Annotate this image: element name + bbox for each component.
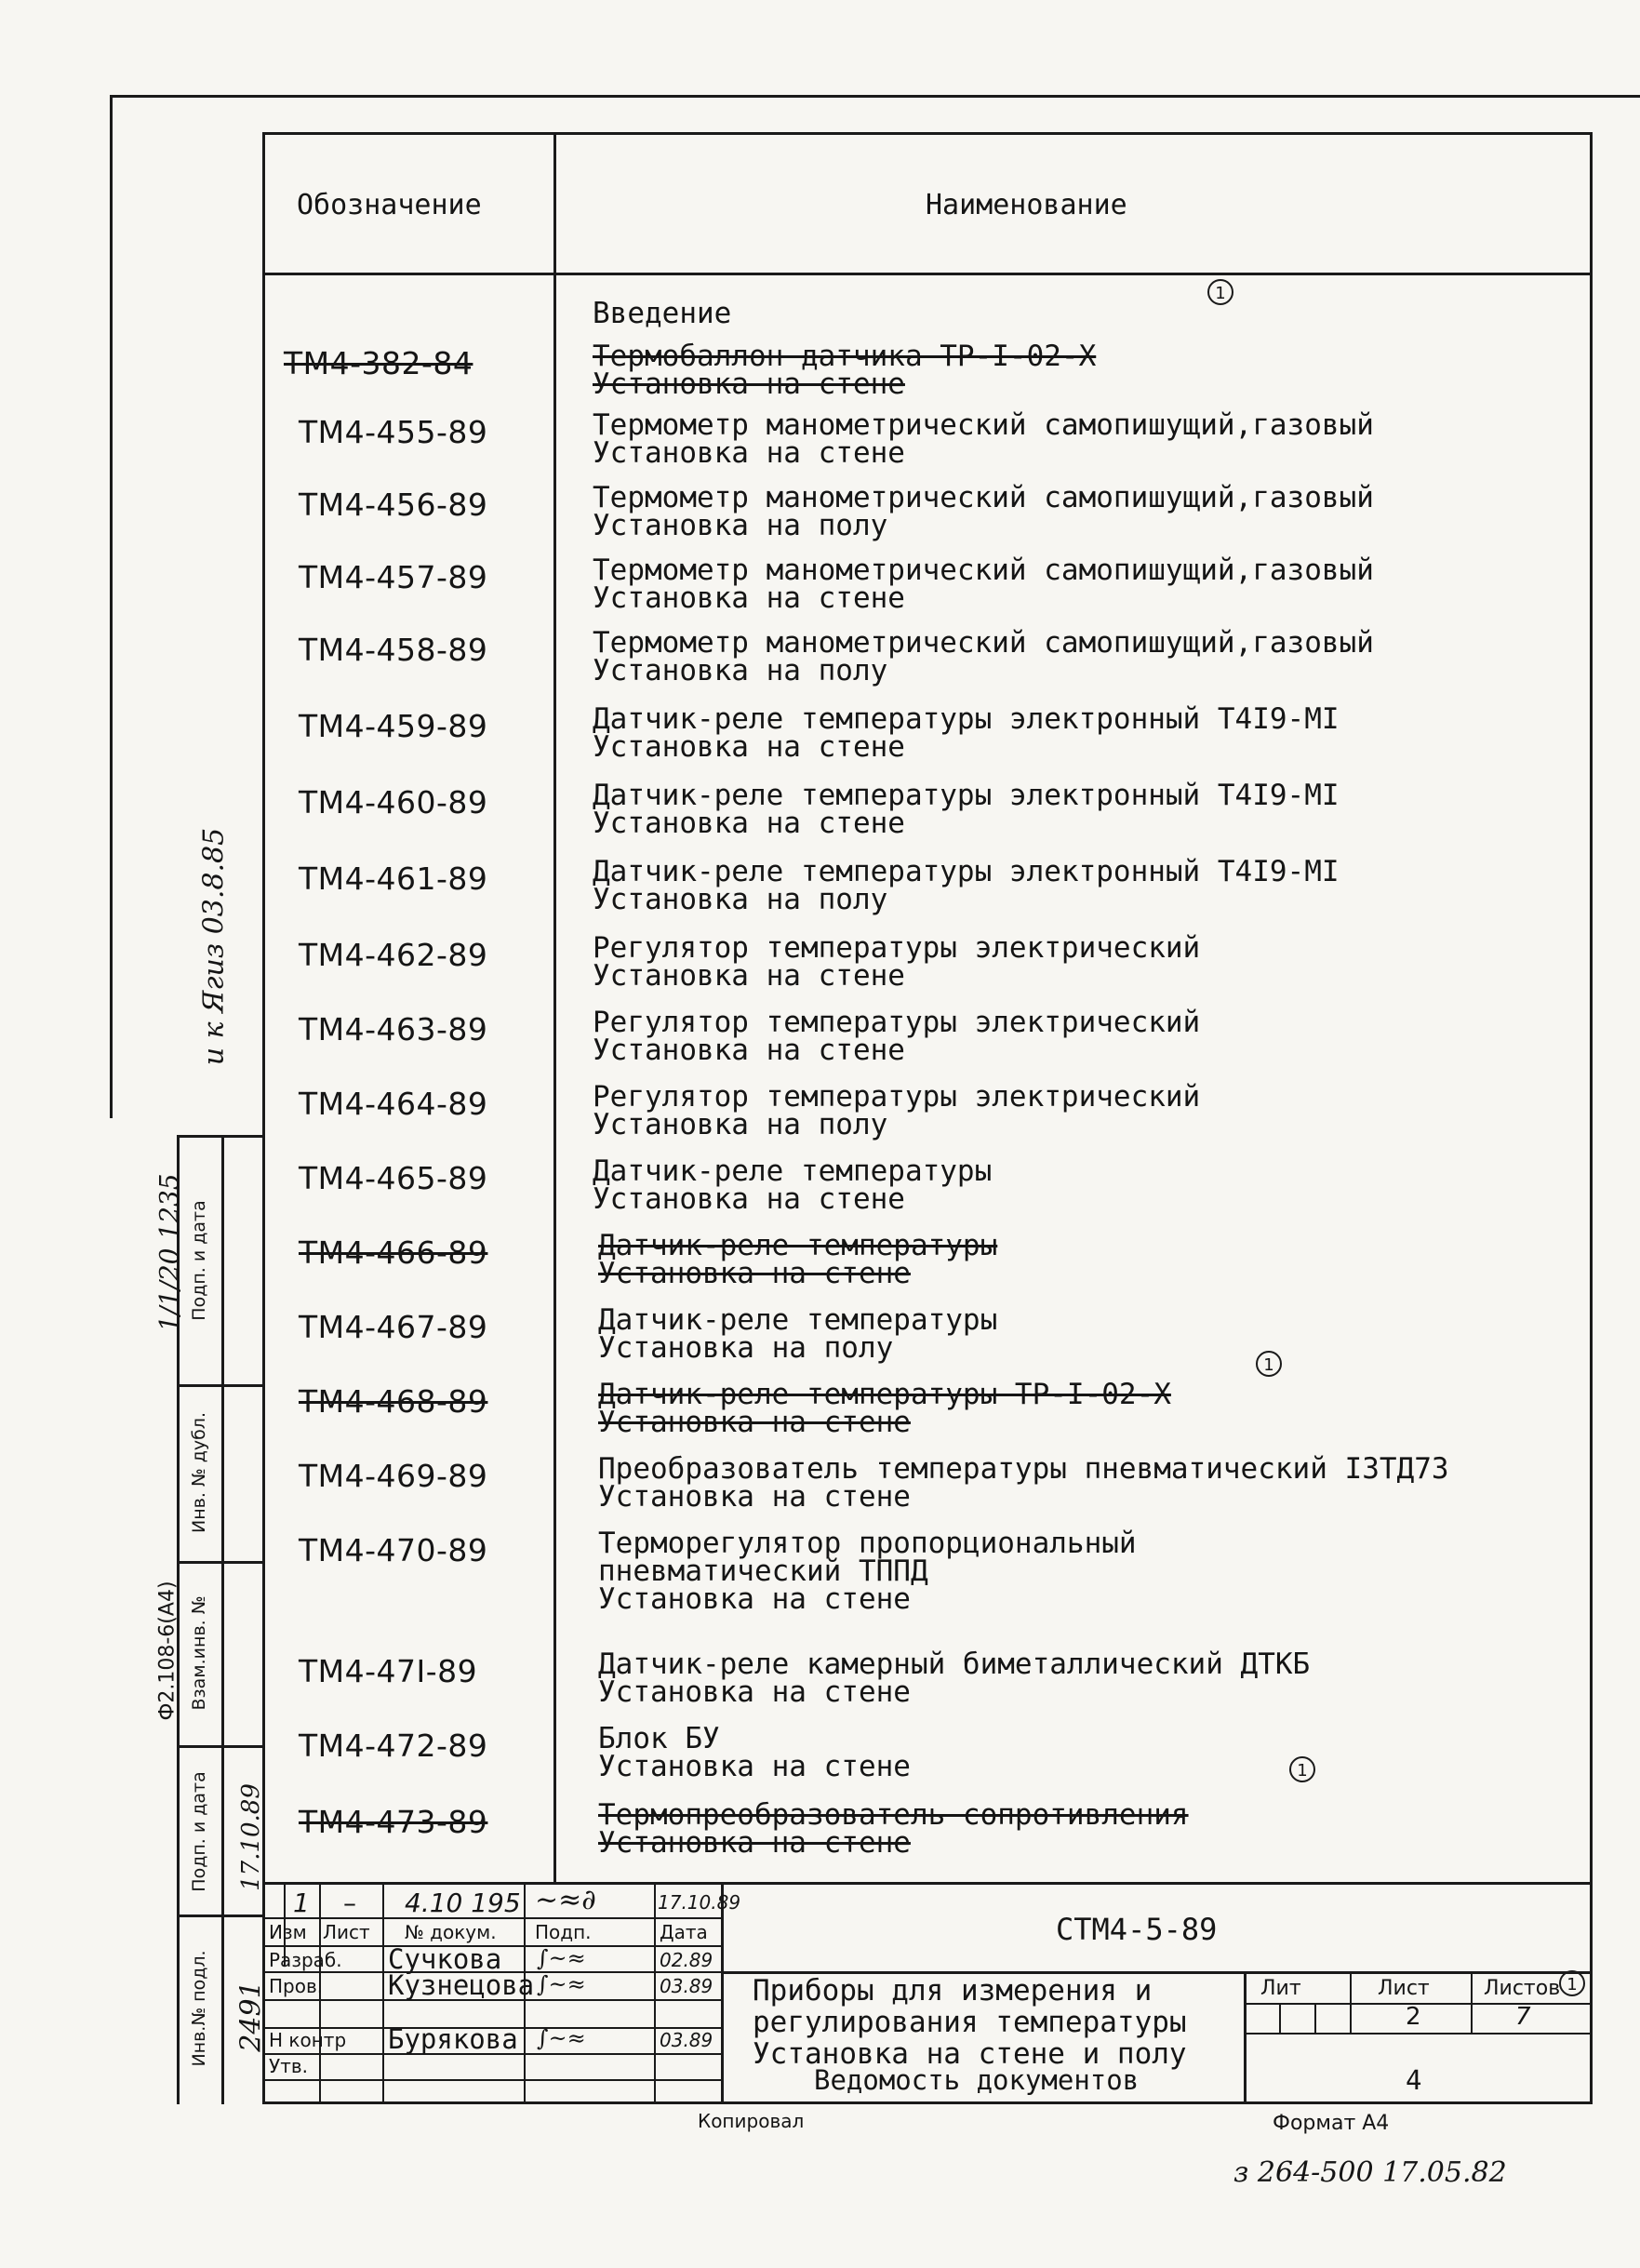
revision-date: 17.10.89 xyxy=(658,1891,741,1914)
frame-top-line xyxy=(110,95,1640,98)
document-name-line: Термометр манометрический самопишущий,газовый xyxy=(593,554,1374,587)
title-block-line xyxy=(1244,2033,1590,2035)
approval-date: 02.89 xyxy=(660,1949,713,1971)
revision-signature-icon: ~≈∂ xyxy=(535,1884,596,1916)
col-label-doc: № докум. xyxy=(405,1921,497,1943)
title-block-divider xyxy=(721,1882,724,2101)
side-strip-line xyxy=(177,1914,262,1917)
document-name-line: Регулятор температуры электрический xyxy=(593,1006,1201,1039)
approval-role: Н контр xyxy=(269,2029,347,2051)
side-strip-line xyxy=(177,1384,262,1387)
sheet-label: Лист xyxy=(1378,1977,1430,2000)
document-code-cell: ТМ4-473-89 xyxy=(299,1804,488,1840)
document-name-line: Датчик-реле температуры xyxy=(593,1154,993,1188)
document-name-line: Термопреобразователь сопротивления xyxy=(598,1798,1189,1832)
side-strip-line xyxy=(177,1561,262,1564)
document-code-cell: ТМ4-466-89 xyxy=(299,1234,488,1271)
document-code-cell: ТМ4-461-89 xyxy=(299,861,488,897)
revision-list: – xyxy=(343,1888,356,1918)
document-name-line: Установка на полу xyxy=(593,509,888,542)
approval-role: Разраб. xyxy=(269,1949,342,1971)
sheets-label: Листов xyxy=(1484,1977,1561,2000)
approval-role: Пров. xyxy=(269,1975,324,1997)
document-name-line: Датчик-реле температуры электронный Т4I9-МI xyxy=(593,855,1340,888)
document-name-line: Установка на полу xyxy=(593,1108,888,1141)
approval-date: 03.89 xyxy=(660,2029,713,2051)
document-name-line: Установка на стене xyxy=(593,730,905,764)
archive-stamp: з 264-500 17.05.82 xyxy=(1233,2156,1507,2189)
document-code-cell: ТМ4-463-89 xyxy=(299,1011,488,1047)
document-name-line: Установка на стене xyxy=(598,1675,911,1709)
title-block-divider xyxy=(1350,1971,1352,2033)
col-label-sign: Подп. xyxy=(535,1921,592,1943)
document-code-cell: ТМ4-382-84 xyxy=(284,345,473,381)
document-name-line: Введение xyxy=(593,297,732,330)
document-name-line: Датчик-реле температуры xyxy=(598,1303,998,1337)
change-mark-icon: 1 xyxy=(1256,1351,1282,1377)
title-block-divider xyxy=(1314,2003,1316,2033)
document-code-cell: ТМ4-464-89 xyxy=(299,1086,488,1122)
title-block-divider xyxy=(1471,1971,1473,2033)
handwritten-note: и к Ягиз 03.8.85 xyxy=(197,827,231,1066)
document-name-line: Установка на стене xyxy=(598,1257,911,1290)
document-name-line: Установка на стене xyxy=(593,807,905,840)
document-code-cell: ТМ4-468-89 xyxy=(299,1383,488,1420)
document-code-cell: ТМ4-467-89 xyxy=(299,1309,488,1345)
format-label: Формат А4 xyxy=(1273,2112,1390,2135)
document-code: СТМ4-5-89 xyxy=(1056,1912,1218,1947)
side-strip-line xyxy=(221,1135,224,2104)
document-code-cell: ТМ4-472-89 xyxy=(299,1728,488,1764)
side-strip-line xyxy=(177,1135,262,1138)
approval-name: Бурякова xyxy=(388,2023,518,2055)
approval-name: Кузнецова xyxy=(388,1969,535,2001)
document-name-line: Установка на полу xyxy=(593,654,888,687)
document-subtitle: Ведомость документов xyxy=(814,2064,1140,2096)
document-code-cell: ТМ4-470-89 xyxy=(299,1532,488,1568)
document-name-line: Терморегулятор пропорциональный xyxy=(598,1527,1137,1560)
document-name-line: Регулятор температуры электрический xyxy=(593,1080,1201,1114)
document-name-line: Термобаллон датчика ТР-I-02-Х xyxy=(593,340,1097,373)
change-mark-icon: 1 xyxy=(1559,1970,1585,1996)
document-name-line: Установка на стене xyxy=(598,1750,911,1783)
document-code-cell: ТМ4-456-89 xyxy=(299,487,488,523)
header-divider xyxy=(265,273,1590,275)
document-code-cell: ТМ4-460-89 xyxy=(299,784,488,820)
side-stamp-strip xyxy=(177,1135,268,2104)
document-name-line: Установка на полу xyxy=(598,1331,894,1365)
title-block-divider xyxy=(382,1882,384,2101)
document-title: Приборы для измерения и регулирования температуры Установка на стене и полу xyxy=(753,1974,1187,2071)
document-name-line: Установка на стене xyxy=(593,1182,905,1216)
document-code-cell: ТМ4-462-89 xyxy=(299,937,488,973)
document-name-line: Установка на стене xyxy=(593,436,905,470)
approval-date: 03.89 xyxy=(660,1975,713,1997)
frame-left-line xyxy=(110,95,113,1118)
title-block-top-line xyxy=(265,1882,1590,1885)
copied-label: Копировал xyxy=(698,2110,805,2132)
document-name-line: Термометр манометрический самопишущий,газовый xyxy=(593,481,1374,514)
document-name-line: Термометр манометрический самопишущий,газовый xyxy=(593,408,1374,442)
title-block-divider xyxy=(654,1882,656,2101)
form-code: Ф2.108-6(А4) xyxy=(155,1581,180,1721)
document-code-cell: ТМ4-458-89 xyxy=(299,632,488,668)
side-label-inv-duplicate: Инв. № дубл. xyxy=(189,1412,209,1533)
document-name-line: Преобразователь температуры пневматический I3ТД73 xyxy=(598,1452,1449,1486)
document-table xyxy=(262,132,1593,2104)
document-name-line: Установка на стене xyxy=(593,367,905,401)
side-strip-line xyxy=(177,1745,262,1748)
col-label-list: Лист xyxy=(323,1921,370,1943)
document-name-line: Блок БУ xyxy=(598,1722,720,1755)
document-name-line: Датчик-реле температуры электронный Т4I9-МI xyxy=(593,702,1340,736)
revision-izm: 1 xyxy=(293,1888,310,1918)
column-header-designation: Обозначение xyxy=(297,189,482,221)
sign-date-bottom: 17.10.89 xyxy=(237,1783,265,1891)
document-name-line: Регулятор температуры электрический xyxy=(593,931,1201,965)
change-mark-icon: 1 xyxy=(1207,279,1233,305)
document-name-line: Установка на стене xyxy=(593,959,905,993)
document-name-line: Датчик-реле температуры ТР-I-02-Х xyxy=(598,1378,1171,1411)
inv-number: 2491 xyxy=(234,1981,268,2052)
lit-label: Лит xyxy=(1260,1977,1301,2000)
approval-name: Сучкова xyxy=(388,1943,502,1975)
title-block-line xyxy=(265,2079,721,2081)
document-code-cell: ТМ4-47I-89 xyxy=(299,1653,478,1689)
col-label-izm: Изм xyxy=(269,1921,307,1943)
document-name-line: Датчик-реле температуры xyxy=(598,1229,998,1262)
title-block-divider xyxy=(1244,1971,1247,2101)
sign-date-top: 1/1/20 1235 xyxy=(153,1173,185,1332)
signature-icon: ∫~≈ xyxy=(537,1971,586,1997)
sheets-total: 7 xyxy=(1515,2003,1531,2031)
document-name-line: Установка на стене xyxy=(598,1406,911,1439)
title-block-divider xyxy=(1279,2003,1281,2033)
sheet-number: 2 xyxy=(1406,2003,1421,2031)
column-header-name: Наименование xyxy=(926,189,1127,221)
document-code-cell: ТМ4-455-89 xyxy=(299,414,488,450)
document-name-line: Датчик-реле температуры электронный Т4I9-МI xyxy=(593,779,1340,812)
document-name-line: Установка на полу xyxy=(593,883,888,916)
change-mark-icon: 1 xyxy=(1289,1756,1315,1782)
document-name-line: Датчик-реле камерный биметаллический ДТКБ xyxy=(598,1648,1311,1681)
column-divider xyxy=(553,135,556,1882)
signature-icon: ∫~≈ xyxy=(537,1945,586,1971)
revision-doc-number: 4.10 195 xyxy=(405,1888,521,1918)
registry-number: 4 xyxy=(1406,2064,1422,2096)
document-code-cell: ТМ4-459-89 xyxy=(299,708,488,744)
document-name-line: Установка на стене xyxy=(598,1582,911,1616)
document-code-cell: ТМ4-469-89 xyxy=(299,1458,488,1494)
document-name-line: Установка на стене xyxy=(593,1034,905,1067)
document-name-line: Установка на стене xyxy=(598,1826,911,1860)
side-label-replaced-inv: Взам.инв. № xyxy=(189,1595,209,1711)
document-code-cell: ТМ4-457-89 xyxy=(299,559,488,595)
document-name-line: пневматический ТППД xyxy=(598,1554,928,1588)
document-code-cell: ТМ4-465-89 xyxy=(299,1160,488,1196)
side-label-sign-date-2: Подп. и дата xyxy=(189,1200,209,1321)
document-name-line: Термометр манометрический самопишущий,газовый xyxy=(593,626,1374,660)
side-label-sign-date: Подп. и дата xyxy=(189,1771,209,1892)
signature-icon: ∫~≈ xyxy=(537,2025,586,2051)
approval-role: Утв. xyxy=(269,2055,308,2077)
document-name-line: Установка на стене xyxy=(593,581,905,615)
document-name-line: Установка на стене xyxy=(598,1480,911,1514)
side-label-inv-original: Инв.№ подл. xyxy=(189,1950,209,2067)
col-label-date: Дата xyxy=(660,1921,708,1943)
